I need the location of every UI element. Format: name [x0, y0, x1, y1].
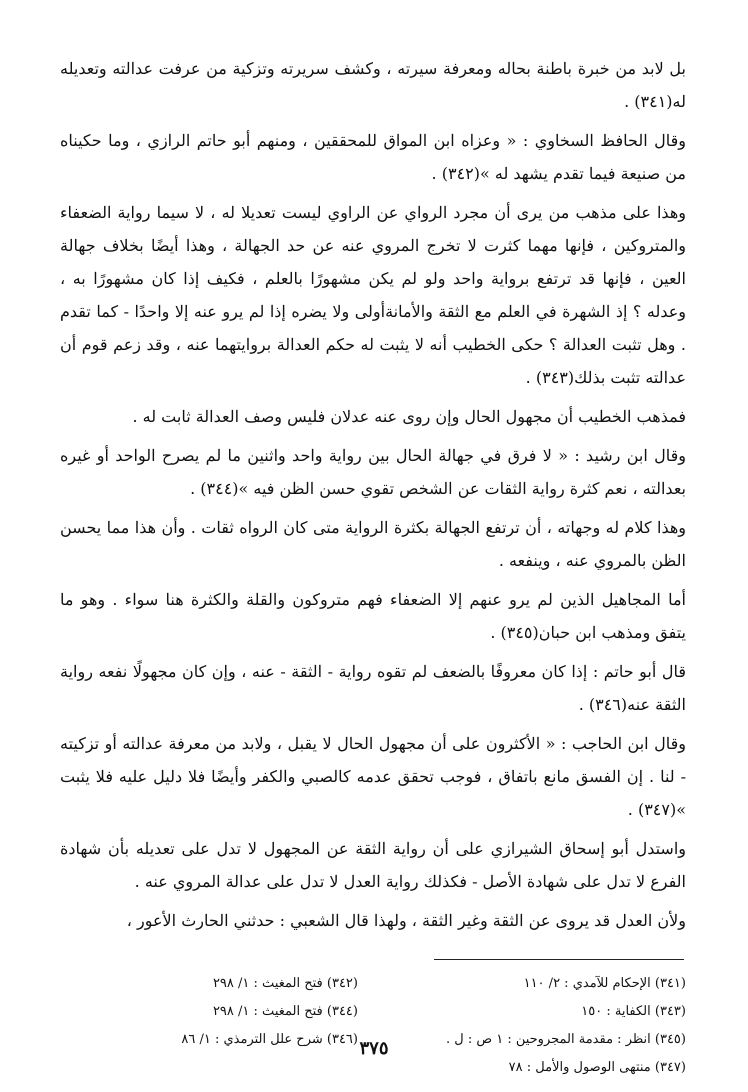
paragraph-9: وقال ابن الحاجب : « الأكثرون على أن مجهول الحال لا يقبل ، ولابد من معرفة عدالته أو تزكيته - لنا . إن الفسق مانع باتفاق ، فوجب تحقق عدمه كالصبي والكفر وأيضًا فلا دليل عليه فلا يثبت »(٣٤٧) .: [60, 734, 687, 819]
footnotes: [60, 970, 686, 1082]
paragraph-1: بل لابد من خبرة باطنة بحاله ومعرفة سيرته ، وكشف سريرته وتزكية من عرفت عدالته وتعديله له(٣٤١) .: [60, 59, 686, 111]
paragraph-5: وقال ابن رشيد : « لا فرق في جهالة الحال بين رواية واحد واثنين ما لم يصرح الواحد أو غيره بعدالته ، نعم كثرة رواية الثقات عن الشخص تقوي حسن الظن فيه »(٣٤٤) .: [60, 446, 686, 498]
body-text: [60, 52, 686, 937]
paragraph-4: فمذهب الخطيب أن مجهول الحال وإن روى عنه عدلان فليس وصف العدالة ثابت له .: [132, 407, 686, 426]
page-number: ٣٧٥: [359, 1038, 389, 1059]
paragraph-6: وهذا كلام له وجهاته ، أن ترتفع الجهالة بكثرة الرواية متى كان الرواه ثقات . وأن هذا مما يحسن الظن بالمروي عنه ، وينفعه .: [60, 518, 686, 570]
paragraph-2: وقال الحافظ السخاوي : « وعزاه ابن المواق للمحققين ، ومنهم أبو حاتم الرازي ، وما حكيناه من صنيعة فيما تقدم يشهد له »(٣٤٢) .: [60, 131, 686, 183]
footnote-344: (٣٤٤) فتح المغيث : ١/ ٢٩٨: [212, 1004, 358, 1019]
footnote-343: (٣٤٣) الكفاية : ١٥٠: [581, 1004, 686, 1019]
paragraph-3: وهذا على مذهب من يرى أن مجرد الرواي عن الراوي ليست تعديلا له ، لا سيما رواية الضعفاء والمتروكين ، فإنها مهما كثرت لا تخرج المروي عنه عن حد الجهالة ، وهذا أيضًا بخلاف جهالة العين ، فإنها قد ترتفع برواية واحد ولو لم يكن مشهورًا بالعلم ، فكيف إذا كان مشهورًا به ، وعدله ؟ إذ الشهرة في العلم مع الثقة والأمانةأولى ولا يضره إذا لم يرو عنه إلا واحدًا - كما تقدم . وهل تثبت العدالة ؟ حكى الخطيب أنه لا يثبت له حكم العدالة بروايتهما عنه ، وقد زعم قوم أن عدالته تثبت بذلك(٣٤٣) .: [60, 203, 686, 387]
footnote-divider: [434, 959, 684, 960]
footnote-347: (٣٤٧) منتهى الوصول والأمل : ٧٨: [508, 1060, 686, 1075]
footnote-346: (٣٤٦) شرح علل الترمذي : ١/ ٨٦: [181, 1032, 358, 1047]
footnote-345: (٣٤٥) انظر : مقدمة المجروحين : ١ ص : ل .: [445, 1032, 686, 1047]
footnote-342: (٣٤٢) فتح المغيث : ١/ ٢٩٨: [212, 976, 358, 991]
paragraph-7: أما المجاهيل الذين لم يرو عنهم إلا الضعفاء فهم متروكون والقلة والكثرة هنا سواء . وهو ما يتفق ومذهب ابن حبان(٣٤٥) .: [60, 590, 686, 642]
paragraph-10: واستدل أبو إسحاق الشيرازي على أن رواية الثقة عن المجهول لا تدل على تعديله بأن شهادة الفرع لا تدل على شهادة الأصل - فكذلك رواية العدل لا تدل على عدالة المروي عنه .: [60, 839, 687, 891]
paragraph-8: قال أبو حاتم : إذا كان معروفًا بالضعف لم تقوه رواية - الثقة - عنه ، وإن كان مجهولًا نفعه رواية الثقة عنه(٣٤٦) .: [60, 662, 686, 714]
paragraph-11: ولأن العدل قد يروى عن الثقة وغير الثقة ، ولهذا قال الشعبي : حدثني الحارث الأعور ،: [126, 911, 686, 930]
footnote-341: (٣٤١) الإحكام للآمدي : ٢/ ١١٠: [523, 976, 686, 991]
